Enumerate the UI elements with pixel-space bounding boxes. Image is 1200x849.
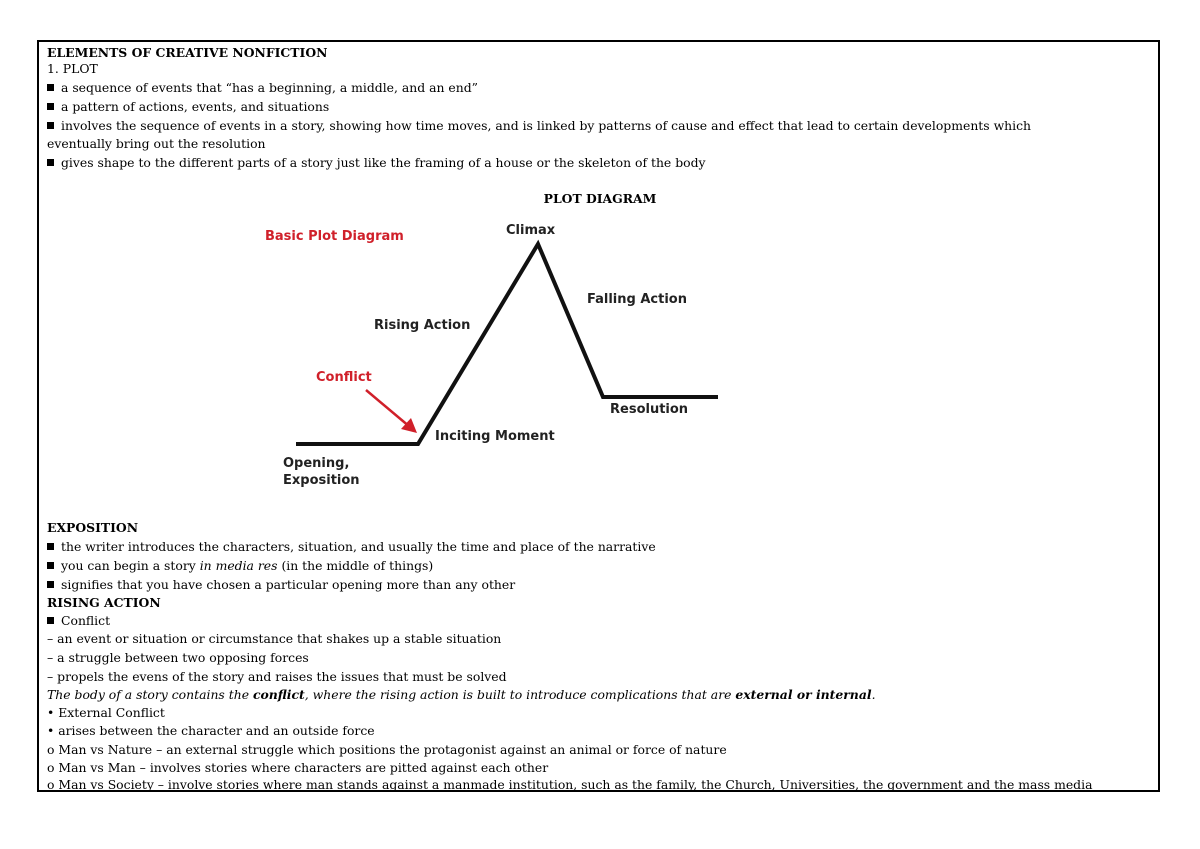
man-vs-nature: o Man vs Nature – an external struggle which positions the protagonist against an animal or force of nature: [47, 742, 727, 757]
square-bullet-icon: [47, 562, 54, 569]
basic-plot-diagram-label: Basic Plot Diagram: [265, 229, 404, 244]
man-vs-society: o Man vs Society – involve stories where man stands against a manmade institution, such as the family, the Church, Universities, the government and the mass media: [47, 777, 1093, 792]
conflict-label: Conflict: [316, 370, 372, 385]
conflict-def-1: – an event or situation or circumstance that shakes up a stable situation: [47, 631, 502, 646]
square-bullet-icon: [47, 581, 54, 588]
plot-bullet-3: involves the sequence of events in a story, showing how time moves, and is linked by patterns of cause and effect that lead to certain developments which: [47, 118, 1031, 134]
climax-label: Climax: [506, 223, 556, 238]
document-heading: ELEMENTS OF CREATIVE NONFICTION: [47, 45, 328, 60]
resolution-label: Resolution: [610, 402, 689, 417]
falling-action-label: Falling Action: [587, 292, 687, 307]
exposition-label: Exposition: [283, 473, 360, 488]
body-statement: The body of a story contains the conflict, where the rising action is built to introduce complications that are external or internal.: [47, 687, 876, 702]
rising-action-label: Rising Action: [374, 318, 471, 333]
rising-action-title: RISING ACTION: [47, 595, 161, 610]
conflict-def-2: – a struggle between two opposing forces: [47, 650, 309, 665]
plot-bullet-1: a sequence of events that “has a beginning, a middle, and an end”: [47, 80, 478, 96]
square-bullet-icon: [47, 543, 54, 550]
diagram-title: PLOT DIAGRAM: [543, 191, 657, 206]
plot-bullet-3-continued: eventually bring out the resolution: [47, 136, 266, 151]
square-bullet-icon: [47, 617, 54, 624]
opening-label: Opening,: [283, 456, 350, 471]
conflict-def-3: – propels the evens of the story and raises the issues that must be solved: [47, 669, 507, 684]
external-conflict-title: • External Conflict: [47, 705, 165, 720]
conflict-arrow-shaft: [366, 390, 410, 427]
man-vs-man: o Man vs Man – involves stories where characters are pitted against each other: [47, 760, 549, 775]
exposition-bullet-3: signifies that you have chosen a particular opening more than any other: [47, 577, 515, 593]
exposition-title: EXPOSITION: [47, 520, 139, 535]
conflict-bullet: Conflict: [47, 613, 110, 629]
external-conflict-def: • arises between the character and an outside force: [47, 723, 375, 738]
plot-bullet-4: gives shape to the different parts of a story just like the framing of a house or the skeleton of the body: [47, 155, 706, 171]
exposition-bullet-1: the writer introduces the characters, situation, and usually the time and place of the narrative: [47, 539, 656, 555]
plot-title: 1. PLOT: [47, 61, 98, 76]
plot-bullet-2: a pattern of actions, events, and situations: [47, 99, 329, 115]
exposition-bullet-2: you can begin a story in media res (in the middle of things): [47, 558, 433, 574]
inciting-moment-label: Inciting Moment: [435, 429, 555, 444]
